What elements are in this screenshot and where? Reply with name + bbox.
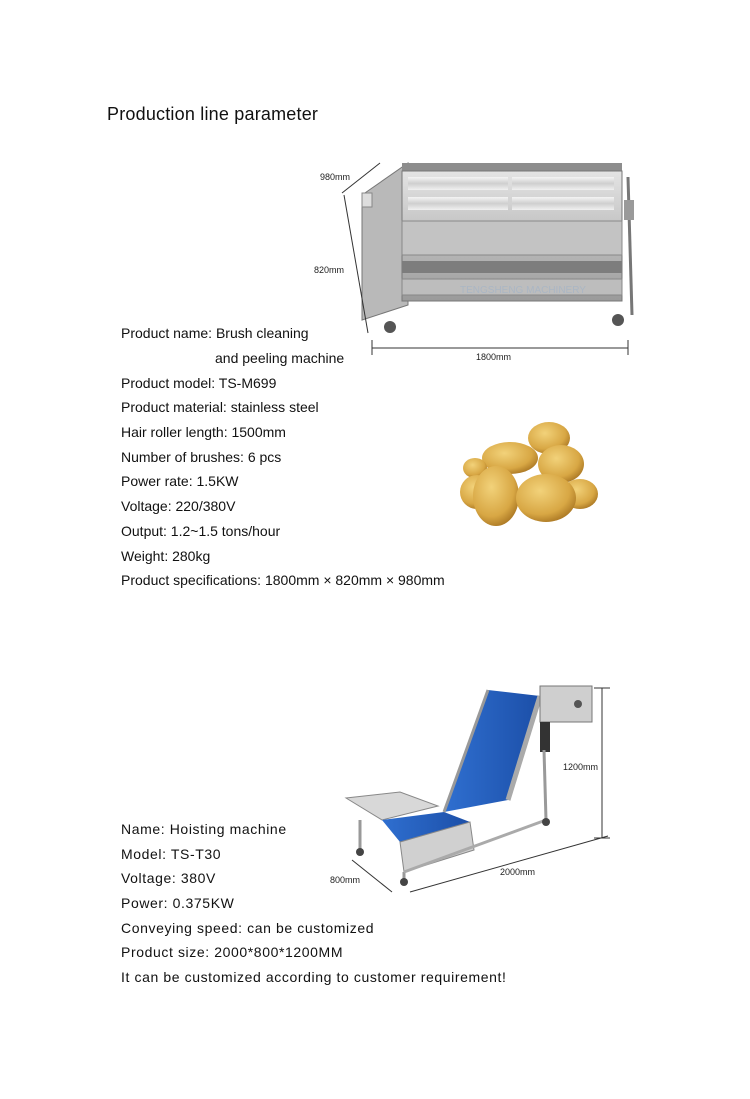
hoist-dimension-lines: [330, 680, 620, 900]
spec-output: Output: 1.2~1.5 tons/hour: [121, 523, 281, 539]
page-title: Production line parameter: [107, 104, 319, 124]
spec-voltage: Voltage: 220/380V: [121, 498, 236, 514]
depth-label: 980mm: [320, 172, 351, 182]
spec-power: Power: 0.375KW: [121, 895, 235, 911]
spec-specifications: Product specifications: 1800mm × 820mm × 980mm: [121, 572, 445, 588]
dimension-lines: [330, 155, 640, 365]
watermark-text: TENGSHENG MACHINERY: [460, 285, 586, 296]
potatoes-image: [455, 418, 605, 530]
spec-roller-length: Hair roller length: 1500mm: [121, 424, 286, 440]
spec-voltage-2: Voltage: 380V: [121, 870, 216, 886]
spec-product-model: Product model: TS-M699: [121, 375, 277, 391]
spec-brush-count: Number of brushes: 6 pcs: [121, 449, 282, 465]
spec-weight: Weight: 280kg: [121, 548, 211, 564]
hoist-width-label: 800mm: [330, 875, 361, 885]
spec-product-name: Product name: Brush cleaning: [121, 325, 309, 341]
hoist-length-label: 2000mm: [500, 867, 536, 877]
spec-product-name-cont: and peeling machine: [215, 350, 345, 366]
length-label: 1800mm: [476, 352, 512, 362]
spec-customization-note: It can be customized according to customer requirement!: [121, 969, 507, 985]
hoist-height-label: 1200mm: [563, 762, 599, 772]
spec-product-size: Product size: 2000*800*1200MM: [121, 944, 344, 960]
height-label: 820mm: [314, 265, 345, 275]
spec-product-material: Product material: stainless steel: [121, 399, 319, 415]
spec-power-rate: Power rate: 1.5KW: [121, 473, 239, 489]
spec-model: Model: TS-T30: [121, 846, 222, 862]
spec-conveying-speed: Conveying speed: can be customized: [121, 920, 375, 936]
spec-name: Name: Hoisting machine: [121, 821, 287, 837]
